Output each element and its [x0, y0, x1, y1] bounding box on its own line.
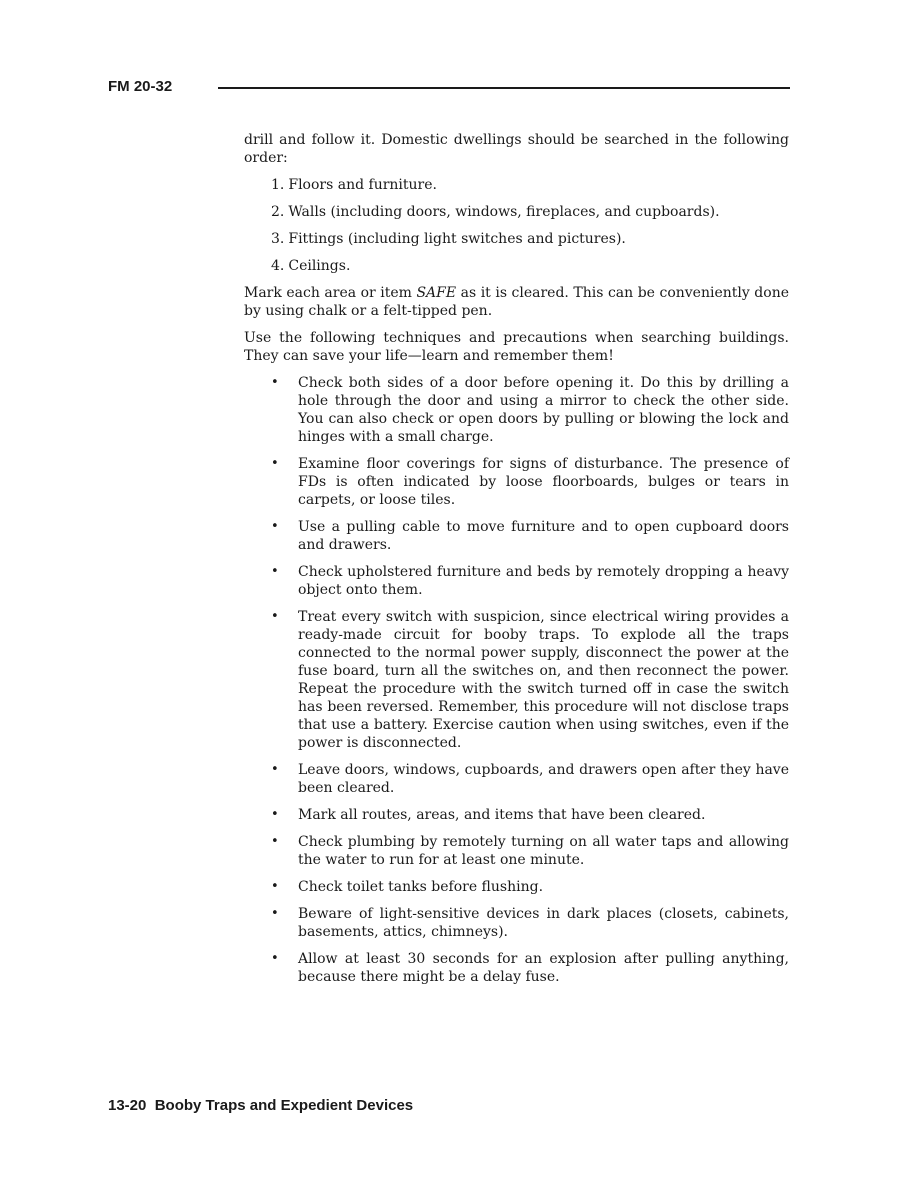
technique-item [244, 374, 789, 446]
technique-item [244, 833, 789, 869]
technique-item [244, 563, 789, 599]
search-order-list [244, 176, 789, 275]
techniques-intro: Use the following techniques and precautions when searching buildings. They can save your life—learn and remember them! [244, 330, 789, 364]
techniques-list [244, 374, 789, 986]
page-number: 13-20 [108, 1097, 147, 1114]
header-rule [218, 87, 790, 89]
safe-emphasis: SAFE [416, 285, 457, 301]
item-text: Floors and furniture. [288, 177, 437, 193]
technique-text: Check toilet tanks before flushing. [298, 879, 544, 895]
mark-text-before: Mark each area or item [244, 285, 417, 301]
item-text: Fittings (including light switches and pictures). [288, 231, 626, 247]
page-header [108, 78, 790, 98]
bullet-icon: • [271, 906, 279, 921]
search-order-item [271, 203, 789, 221]
item-number: 2. [271, 204, 285, 220]
search-order-item [271, 230, 789, 248]
technique-item [244, 878, 789, 896]
bullet-icon: • [271, 609, 279, 624]
technique-text: Use a pulling cable to move furniture and to open cupboard doors and drawers. [298, 519, 789, 553]
technique-item [244, 806, 789, 824]
page-body [244, 131, 789, 995]
bullet-icon: • [271, 375, 279, 390]
item-text: Ceilings. [288, 258, 351, 274]
search-order-item [271, 257, 789, 275]
item-number: 4. [271, 258, 285, 274]
technique-text: Beware of light-sensitive devices in dark places (closets, cabinets, basements, attics, chimneys). [298, 906, 789, 940]
technique-text: Check upholstered furniture and beds by remotely dropping a heavy object onto them. [298, 564, 789, 598]
bullet-icon: • [271, 519, 279, 534]
mark-paragraph [244, 284, 789, 320]
technique-text: Examine floor coverings for signs of disturbance. The presence of FDs is often indicated by loose floorboards, bulges or tears in carpets, or loose tiles. [298, 456, 789, 508]
bullet-icon: • [271, 807, 279, 822]
document-id: FM 20-32 [108, 78, 173, 95]
technique-item [244, 761, 789, 797]
bullet-icon: • [271, 834, 279, 849]
technique-text: Check both sides of a door before opening it. Do this by drilling a hole through the door and using a mirror to check the other side. You can also check or open doors by pulling or blowing the lock and hinges with a small charge. [298, 375, 789, 445]
technique-item [244, 455, 789, 509]
bullet-icon: • [271, 456, 279, 471]
technique-item [244, 905, 789, 941]
bullet-icon: • [271, 951, 279, 966]
search-order-item [271, 176, 789, 194]
page-footer [108, 1097, 413, 1115]
item-text: Walls (including doors, windows, fireplaces, and cupboards). [288, 204, 720, 220]
item-number: 3. [271, 231, 285, 247]
bullet-icon: • [271, 762, 279, 777]
bullet-icon: • [271, 564, 279, 579]
technique-item [244, 608, 789, 752]
technique-item [244, 518, 789, 554]
technique-text: Treat every switch with suspicion, since electrical wiring provides a ready-made circuit for booby traps. To explode all the traps connected to the normal power supply, disconnect the power at the fuse board, turn all the switches on, and then reconnect the power. Repeat the procedure with the switch turned off in case the switch has been reversed. Remember, this procedure will not disclose traps that use a battery. Exercise caution when using switches, even if the power is disconnected. [298, 609, 789, 751]
bullet-icon: • [271, 879, 279, 894]
intro-paragraph: drill and follow it. Domestic dwellings should be searched in the following order: [244, 132, 789, 166]
technique-text: Leave doors, windows, cupboards, and drawers open after they have been cleared. [298, 762, 789, 796]
chapter-title: Booby Traps and Expedient Devices [154, 1097, 414, 1114]
technique-text: Check plumbing by remotely turning on all water taps and allowing the water to run for at least one minute. [298, 834, 789, 868]
technique-text: Allow at least 30 seconds for an explosion after pulling anything, because there might be a delay fuse. [298, 951, 789, 985]
technique-text: Mark all routes, areas, and items that have been cleared. [298, 807, 706, 823]
mark-text-after: as it is cleared. This can be conveniently done by using chalk or a felt-tipped pen. [244, 285, 789, 319]
technique-item [244, 950, 789, 986]
item-number: 1. [271, 177, 285, 193]
